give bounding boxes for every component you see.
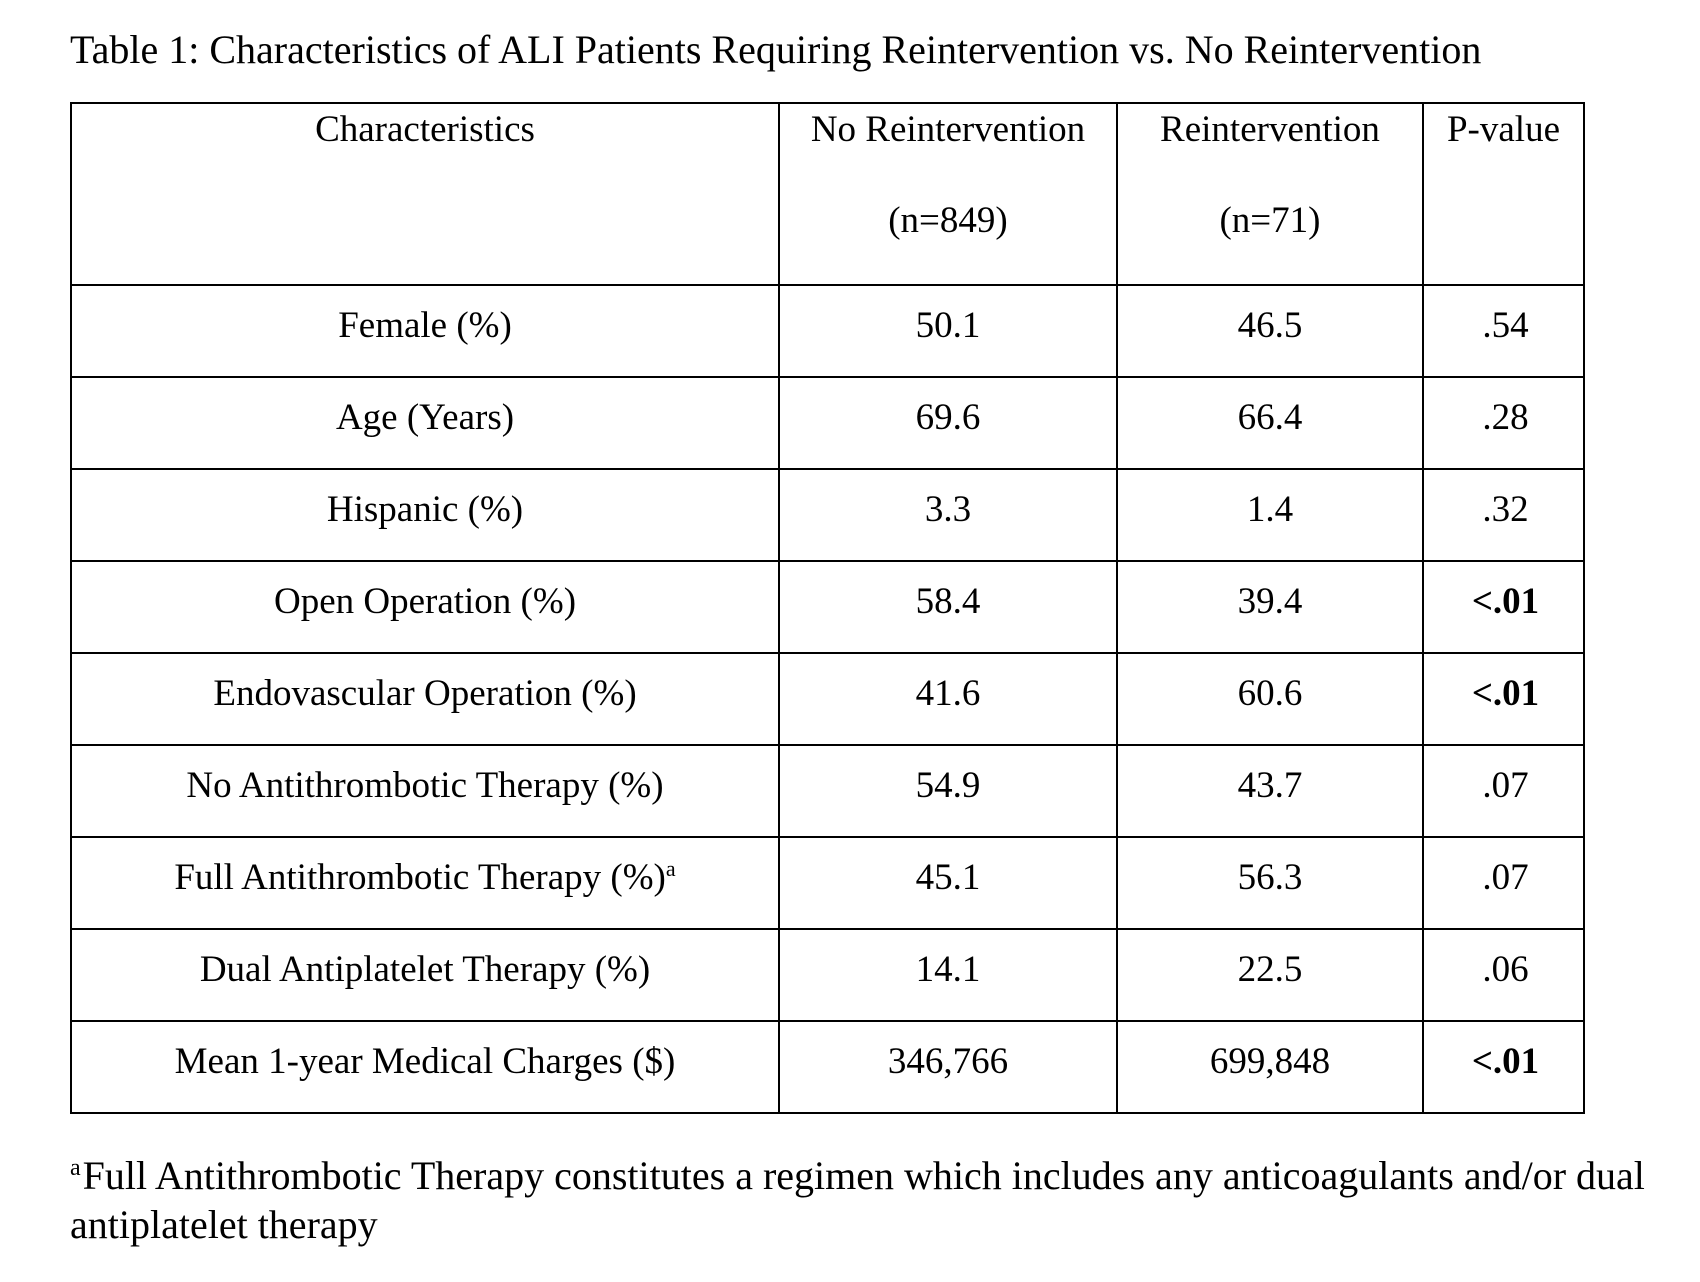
table-row (71, 653, 1584, 745)
footnote (70, 1152, 1690, 1250)
table-row (71, 837, 1584, 929)
no-reintervention-value: 69.6 (779, 377, 1117, 469)
no-reintervention-value: 58.4 (779, 561, 1117, 653)
p-value: .07 (1423, 837, 1584, 929)
footnote-text: Full Antithrombotic Therapy constitutes a regimen which includes any anticoagulants and/or dual antiplatelet therapy (70, 1153, 1645, 1247)
p-value: .28 (1423, 377, 1584, 469)
header-no-reintervention: No Reintervention (n=849) (779, 103, 1117, 285)
p-value: <.01 (1423, 561, 1584, 653)
no-reintervention-value: 50.1 (779, 285, 1117, 377)
row-label: No Antithrombotic Therapy (%) (71, 745, 779, 837)
header-characteristics: Characteristics (71, 103, 779, 285)
footnote-mark: a (70, 1155, 81, 1181)
p-value: .54 (1423, 285, 1584, 377)
no-reintervention-value: 14.1 (779, 929, 1117, 1021)
reintervention-value: 43.7 (1117, 745, 1423, 837)
row-label: Dual Antiplatelet Therapy (%) (71, 929, 779, 1021)
table-title: Table 1: Characteristics of ALI Patients Requiring Reintervention vs. No Reintervention (70, 27, 1482, 72)
reintervention-value: 1.4 (1117, 469, 1423, 561)
no-reintervention-value: 3.3 (779, 469, 1117, 561)
p-value: .07 (1423, 745, 1584, 837)
row-label: Female (%) (71, 285, 779, 377)
table-row (71, 561, 1584, 653)
table-row (71, 745, 1584, 837)
table-row (71, 285, 1584, 377)
no-reintervention-value: 41.6 (779, 653, 1117, 745)
reintervention-value: 22.5 (1117, 929, 1423, 1021)
no-reintervention-value: 346,766 (779, 1021, 1117, 1113)
row-label: Hispanic (%) (71, 469, 779, 561)
row-label: Full Antithrombotic Therapy (%)$^a$ (71, 837, 779, 929)
p-value: <.01 (1423, 653, 1584, 745)
reintervention-value: 39.4 (1117, 561, 1423, 653)
header-no-reintervention-n: (n=849) (888, 200, 1008, 242)
row-label: Mean 1-year Medical Charges ($) (71, 1021, 779, 1113)
p-value: .06 (1423, 929, 1584, 1021)
header-p-value: P-value (1423, 103, 1584, 285)
row-label: Open Operation (%) (71, 561, 779, 653)
table-row (71, 929, 1584, 1021)
reintervention-value: 699,848 (1117, 1021, 1423, 1113)
table-row (71, 377, 1584, 469)
header-reintervention-n: (n=71) (1219, 200, 1321, 242)
table-row (71, 1021, 1584, 1113)
no-reintervention-value: 54.9 (779, 745, 1117, 837)
header-row (71, 103, 1584, 285)
reintervention-value: 56.3 (1117, 837, 1423, 929)
p-value: <.01 (1423, 1021, 1584, 1113)
header-reintervention: Reintervention (n=71) (1117, 103, 1423, 285)
reintervention-value: 60.6 (1117, 653, 1423, 745)
row-label: Age (Years) (71, 377, 779, 469)
characteristics-table (70, 102, 1585, 1114)
reintervention-value: 46.5 (1117, 285, 1423, 377)
footnote-reference: a (665, 856, 676, 881)
row-label: Endovascular Operation (%) (71, 653, 779, 745)
p-value: .32 (1423, 469, 1584, 561)
table-row (71, 469, 1584, 561)
no-reintervention-value: 45.1 (779, 837, 1117, 929)
reintervention-value: 66.4 (1117, 377, 1423, 469)
